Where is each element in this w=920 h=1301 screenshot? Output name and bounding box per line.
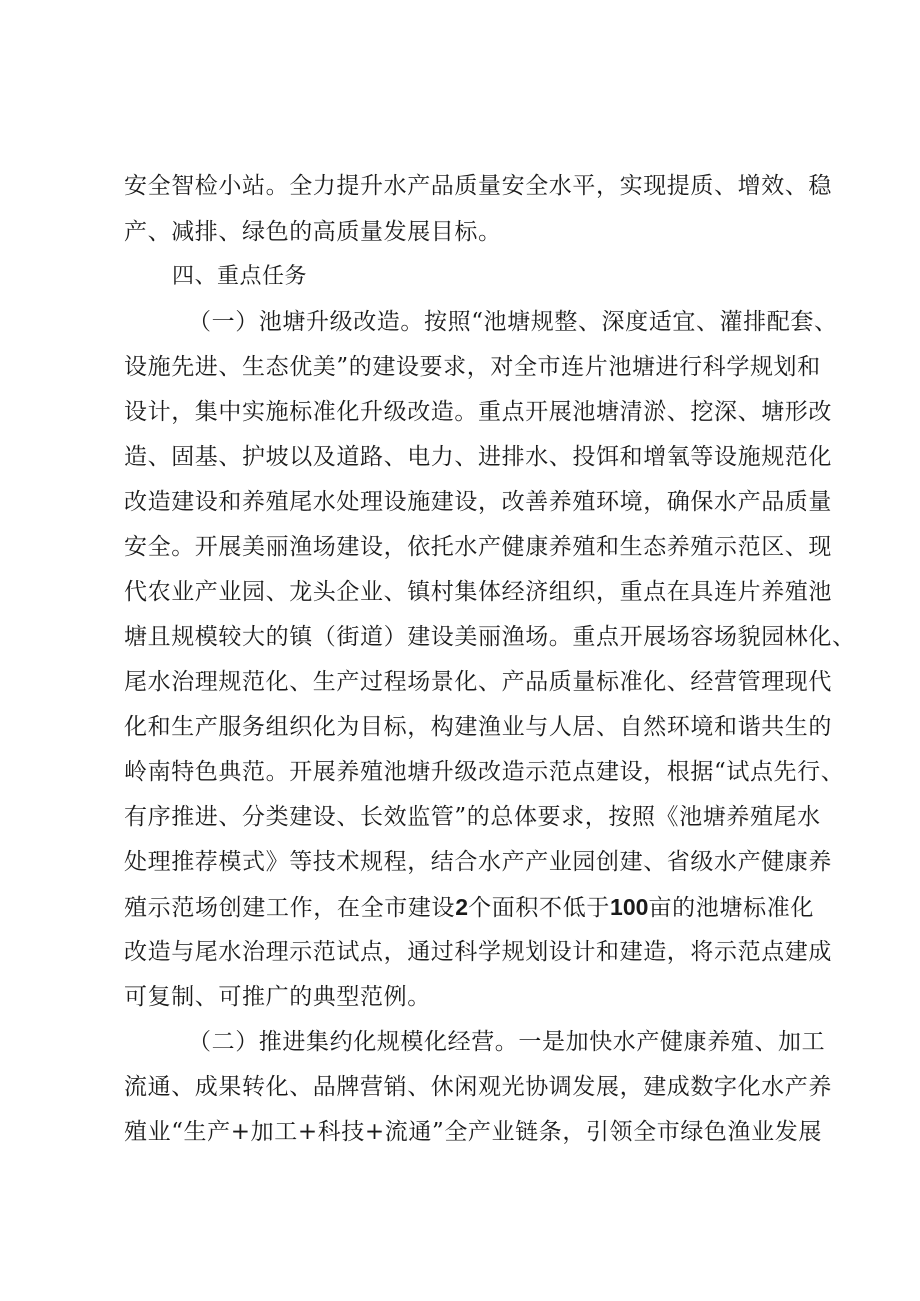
paragraph-first-line: （一）池塘升级改造。按照“池塘规整、深度适宜、灌排配套、 — [188, 309, 838, 335]
number-value: 2 — [455, 894, 469, 920]
paragraph-line: 造、固基、护坡以及道路、电力、进排水、投饵和增氧等设施规范化 — [124, 444, 832, 470]
paragraph-line: 殖业“生产+加工+科技+流通”全产业链条，引领全市绿色渔业发展 — [124, 1119, 822, 1145]
paragraph-first-line: （二）推进集约化规模化经营。一是加快水产健康养殖、加工 — [188, 1029, 826, 1055]
paragraph-line: 岭南特色典范。开展养殖池塘升级改造示范点建设，根据“试点先行、 — [124, 759, 845, 785]
paragraph-line: 改造建设和养殖尾水处理设施建设，改善养殖环境，确保水产品质量 — [124, 489, 832, 515]
number-value: 100 — [610, 894, 649, 920]
line-text: 殖示范场创建工作，在全市建设 — [124, 895, 456, 921]
line-text: 个面积不低于 — [468, 895, 611, 921]
paragraph-line: 有序推进、分类建设、长效监管”的总体要求，按照《池塘养殖尾水 — [124, 804, 821, 830]
paragraph-line: 安全。开展美丽渔场建设，依托水产健康养殖和生态养殖示范区、现 — [124, 534, 832, 560]
paragraph-line: 代农业产业园、龙头企业、镇村集体经济组织，重点在具连片养殖池 — [124, 579, 832, 605]
paragraph-line: 设计，集中实施标准化升级改造。重点开展池塘清淤、挖深、塘形改 — [124, 399, 832, 425]
paragraph-line: 改造与尾水治理示范试点，通过科学规划设计和建造，将示范点建成 — [124, 939, 832, 965]
section-heading: 四、重点任务 — [172, 264, 308, 289]
paragraph-line: 设施先进、生态优美”的建设要求，对全市连片池塘进行科学规划和 — [124, 354, 821, 380]
line-text: 亩的池塘标准化 — [648, 895, 815, 921]
paragraph-line: 安全智检小站。全力提升水产品质量安全水平，实现提质、增效、稳 — [124, 173, 832, 199]
paragraph-line: 化和生产服务组织化为目标，构建渔业与人居、自然环境和谐共生的 — [124, 714, 832, 740]
paragraph-line: 流通、成果转化、品牌营销、休闲观光协调发展，建成数字化水产养 — [124, 1074, 832, 1100]
paragraph-line — [124, 884, 814, 930]
paragraph-line: 塘且规模较大的镇（街道）建设美丽渔场。重点开展场容场貌园林化、 — [124, 624, 856, 650]
paragraph-line: 可复制、可推广的典型范例。 — [124, 984, 431, 1010]
paragraph-line: 处理推荐模式》等技术规程，结合水产产业园创建、省级水产健康养 — [124, 849, 832, 875]
paragraph-line: 尾水治理规范化、生产过程场景化、产品质量标准化、经营管理现代 — [124, 669, 832, 695]
paragraph-line: 产、减排、绿色的高质量发展目标。 — [124, 219, 502, 245]
